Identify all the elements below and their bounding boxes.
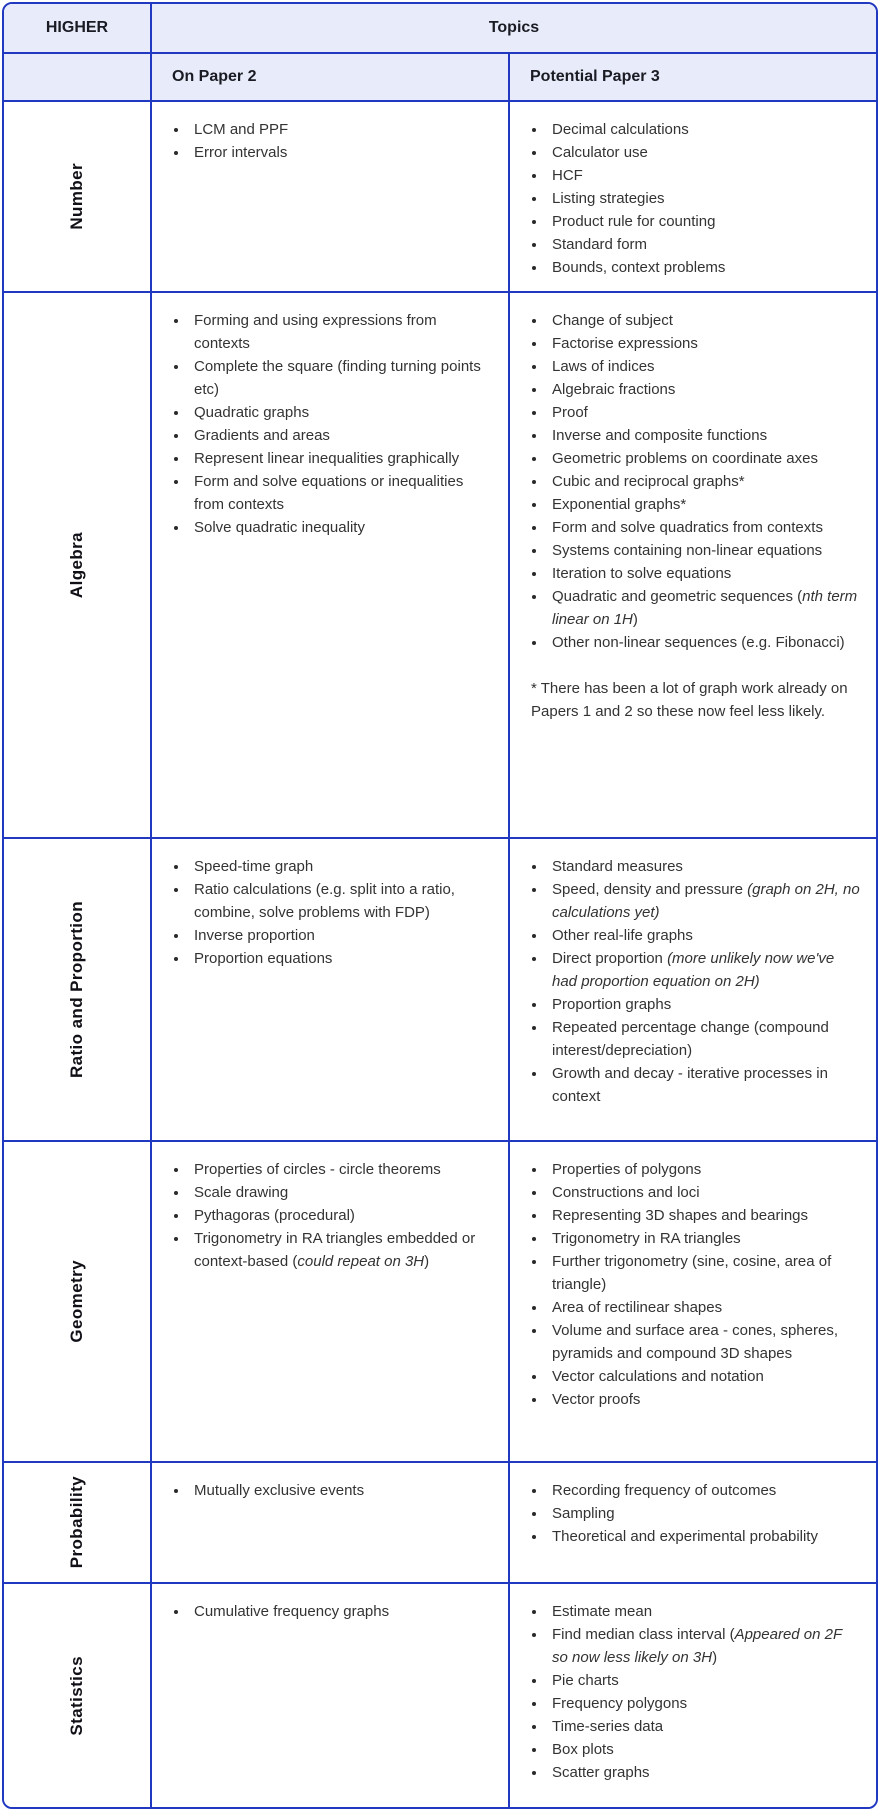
- topic-item: • Product rule for counting: [547, 210, 860, 233]
- topic-item: • Volume and surface area - cones, spheres, pyramids and compound 3D shapes: [547, 1319, 860, 1365]
- topics-header-cell: [150, 4, 876, 52]
- category-label-statistics: Statistics: [67, 1655, 86, 1736]
- topic-item: • Time-series data: [547, 1715, 860, 1738]
- topic-item: • Other non-linear sequences (e.g. Fibonacci): [547, 631, 860, 654]
- empty-header-cell: [4, 54, 150, 100]
- topic-item: • Scatter graphs: [547, 1761, 860, 1784]
- topic-item: • Proportion graphs: [547, 993, 860, 1016]
- topic-item: • Recording frequency of outcomes: [547, 1479, 860, 1502]
- header-row-columns: [4, 52, 876, 100]
- topic-item: • Theoretical and experimental probability: [547, 1525, 860, 1548]
- paper3-cell-ratio-and-proportion: [508, 839, 876, 1140]
- topic-item: • Sampling: [547, 1502, 860, 1525]
- higher-label: HIGHER: [45, 19, 109, 36]
- category-label-geometry: Geometry: [67, 1260, 86, 1343]
- table-row-number: [4, 100, 876, 291]
- paper3-topics-list: [530, 1158, 860, 1411]
- category-cell-ratio-and-proportion: [4, 839, 150, 1140]
- topic-item: • Ratio calculations (e.g. split into a ratio, combine, solve problems with FDP): [189, 878, 492, 924]
- paper2-cell-algebra: [150, 293, 508, 837]
- paper3-topics-list: [530, 118, 860, 279]
- paper2-topics-list: [172, 118, 492, 164]
- table-row-ratio-and-proportion: [4, 837, 876, 1140]
- topic-item: • Properties of circles - circle theorems: [189, 1158, 492, 1181]
- topic-item: • Exponential graphs*: [547, 493, 860, 516]
- table-row-geometry: [4, 1140, 876, 1461]
- paper2-header-cell: [150, 54, 508, 100]
- topic-item: • Frequency polygons: [547, 1692, 860, 1715]
- topic-item: • Vector calculations and notation: [547, 1365, 860, 1388]
- topic-item: • Speed, density and pressure (graph on 2H, no calculations yet): [547, 878, 860, 924]
- topic-item: • Calculator use: [547, 141, 860, 164]
- topic-item: • Growth and decay - iterative processes in context: [547, 1062, 860, 1108]
- category-cell-probability: [4, 1463, 150, 1582]
- topic-item: • LCM and PPF: [189, 118, 492, 141]
- higher-header-cell: [4, 4, 150, 52]
- paper3-topics-list: [530, 855, 860, 1108]
- topic-item: • Proof: [547, 401, 860, 424]
- topic-item: • Bounds, context problems: [547, 256, 860, 279]
- topic-item: • Standard form: [547, 233, 860, 256]
- paper3-cell-geometry: [508, 1142, 876, 1461]
- topic-item: • Trigonometry in RA triangles embedded or context-based (could repeat on 3H): [189, 1227, 492, 1273]
- paper3-topics-list: [530, 1479, 860, 1548]
- footnote: * There has been a lot of graph work already on Papers 1 and 2 so these now feel less likely.: [531, 680, 848, 720]
- paper3-cell-statistics: [508, 1584, 876, 1807]
- paper2-topics-list: [172, 1600, 492, 1623]
- topic-item: • Representing 3D shapes and bearings: [547, 1204, 860, 1227]
- topic-item: • Inverse proportion: [189, 924, 492, 947]
- topic-item: • Form and solve quadratics from contexts: [547, 516, 860, 539]
- topic-item: • Gradients and areas: [189, 424, 492, 447]
- paper2-column-label: On Paper 2: [172, 68, 257, 85]
- category-cell-statistics: [4, 1584, 150, 1807]
- table-row-algebra: [4, 291, 876, 837]
- paper2-topics-list: [172, 1479, 492, 1502]
- paper2-topics-list: [172, 1158, 492, 1273]
- topic-item: • Form and solve equations or inequalities from contexts: [189, 470, 492, 516]
- paper3-topics-list: [530, 309, 860, 654]
- paper2-topics-list: [172, 309, 492, 539]
- topic-item: • Factorise expressions: [547, 332, 860, 355]
- topic-item: • Laws of indices: [547, 355, 860, 378]
- paper2-cell-statistics: [150, 1584, 508, 1807]
- category-label-probability: Probability: [67, 1476, 86, 1569]
- topic-item: • Cubic and reciprocal graphs*: [547, 470, 860, 493]
- topic-item: • Constructions and loci: [547, 1181, 860, 1204]
- topic-item: • Decimal calculations: [547, 118, 860, 141]
- category-cell-algebra: [4, 293, 150, 837]
- topic-item: • Algebraic fractions: [547, 378, 860, 401]
- paper3-column-label: Potential Paper 3: [530, 68, 660, 85]
- topic-item: • Scale drawing: [189, 1181, 492, 1204]
- topic-item: • Pie charts: [547, 1669, 860, 1692]
- topic-item: • Vector proofs: [547, 1388, 860, 1411]
- topic-item: • Geometric problems on coordinate axes: [547, 447, 860, 470]
- topic-item: • Other real-life graphs: [547, 924, 860, 947]
- topics-label: Topics: [488, 19, 540, 36]
- paper3-cell-number: [508, 102, 876, 291]
- topic-item: • Forming and using expressions from contexts: [189, 309, 492, 355]
- topic-item: • Mutually exclusive events: [189, 1479, 492, 1502]
- topic-item: • Further trigonometry (sine, cosine, area of triangle): [547, 1250, 860, 1296]
- topic-item: • HCF: [547, 164, 860, 187]
- header-row-top: [4, 4, 876, 52]
- topic-item: • Properties of polygons: [547, 1158, 860, 1181]
- category-label-ratio-and-proportion: Ratio and Proportion: [67, 900, 86, 1079]
- paper2-cell-probability: [150, 1463, 508, 1582]
- topic-item: • Standard measures: [547, 855, 860, 878]
- category-label-number: Number: [67, 163, 86, 230]
- topic-item: • Proportion equations: [189, 947, 492, 970]
- topic-item: • Change of subject: [547, 309, 860, 332]
- category-label-algebra: Algebra: [67, 531, 86, 599]
- topic-item: • Repeated percentage change (compound interest/depreciation): [547, 1016, 860, 1062]
- topic-item: • Represent linear inequalities graphically: [189, 447, 492, 470]
- table-row-probability: [4, 1461, 876, 1582]
- topic-item: • Estimate mean: [547, 1600, 860, 1623]
- topic-item: • Quadratic graphs: [189, 401, 492, 424]
- topic-item: • Box plots: [547, 1738, 860, 1761]
- topic-item: • Inverse and composite functions: [547, 424, 860, 447]
- topic-item: • Complete the square (finding turning points etc): [189, 355, 492, 401]
- paper2-cell-number: [150, 102, 508, 291]
- topic-item: • Listing strategies: [547, 187, 860, 210]
- category-cell-number: [4, 102, 150, 291]
- paper2-cell-geometry: [150, 1142, 508, 1461]
- paper2-cell-ratio-and-proportion: [150, 839, 508, 1140]
- topic-item: • Area of rectilinear shapes: [547, 1296, 860, 1319]
- paper3-cell-probability: [508, 1463, 876, 1582]
- topic-item: • Find median class interval (Appeared on 2F so now less likely on 3H): [547, 1623, 860, 1669]
- paper3-header-cell: [508, 54, 876, 100]
- table-row-statistics: [4, 1582, 876, 1807]
- topic-item: • Systems containing non-linear equations: [547, 539, 860, 562]
- paper3-cell-algebra: [508, 293, 876, 837]
- topic-item: • Error intervals: [189, 141, 492, 164]
- topic-item: • Direct proportion (more unlikely now we've had proportion equation on 2H): [547, 947, 860, 993]
- topic-item: • Cumulative frequency graphs: [189, 1600, 492, 1623]
- topic-item: • Pythagoras (procedural): [189, 1204, 492, 1227]
- paper3-topics-list: [530, 1600, 860, 1784]
- table-body: [4, 100, 876, 1807]
- topic-item: • Speed-time graph: [189, 855, 492, 878]
- topic-item: • Trigonometry in RA triangles: [547, 1227, 860, 1250]
- topic-item: • Quadratic and geometric sequences (nth term linear on 1H): [547, 585, 860, 631]
- category-cell-geometry: [4, 1142, 150, 1461]
- topics-table: [2, 2, 878, 1809]
- paper2-topics-list: [172, 855, 492, 970]
- topic-item: • Iteration to solve equations: [547, 562, 860, 585]
- topic-item: • Solve quadratic inequality: [189, 516, 492, 539]
